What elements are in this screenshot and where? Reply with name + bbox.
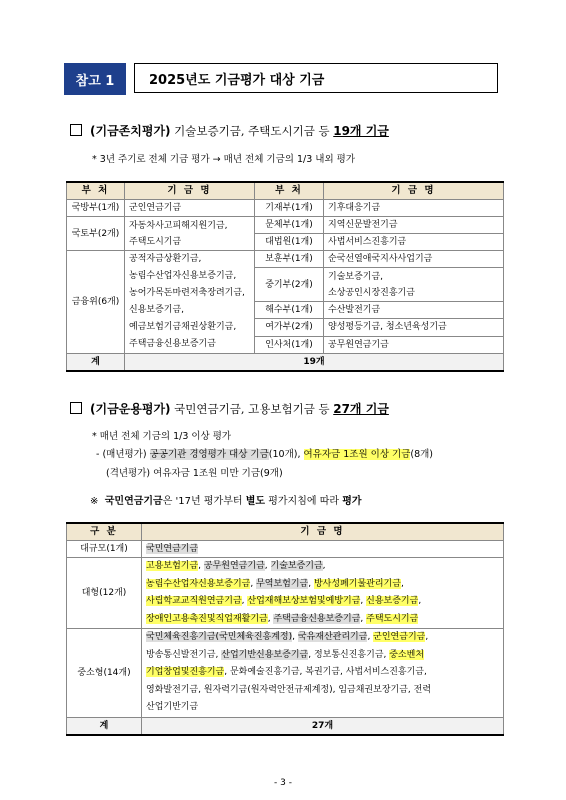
section-1-note: * 3년 주기로 전체 기금 평가 → 매년 전체 기금의 1/3 내외 평가 — [92, 154, 355, 165]
fund-line: 사립학교교직원연금기금, 산업재해보상보험및예방기금, 신용보증기금, — [146, 596, 422, 606]
ministry-cell: 여가부(2개) — [255, 319, 324, 336]
section-2-note: * 매년 전체 기금의 1/3 이상 평가 — [92, 431, 232, 442]
fund-cell: 군인연금기금 — [125, 200, 255, 217]
fund-cell: 국민연금기금 — [142, 541, 504, 558]
section-2-biennial-note: (격년평가) 여유자금 1조원 미만 기금(9개) — [106, 468, 283, 479]
total-label: 계 — [67, 717, 142, 735]
table-row — [67, 558, 504, 629]
total-value: 19개 — [125, 354, 504, 372]
fund-line: 농림수산업자신용보증기금, 무역보험기금, 방사성폐기물관리기금, — [146, 578, 404, 589]
table-1-header: 부 처 — [67, 182, 125, 200]
ministry-cell: 대법원(1개) — [255, 234, 324, 251]
fund-cell: 기후대응기금 — [324, 200, 504, 217]
section-1-heading: (기금존치평가) 기술보증기금, 주택도시기금 등 19개 기금 — [70, 122, 389, 139]
ministry-cell: 국방부(1개) — [67, 200, 125, 217]
table-1-header: 기 금 명 — [125, 182, 255, 200]
fund-cell: 공적자금상환기금, 농림수산업자신용보증기금, 농어가목돈마련저축장려기금, 신용보증기금, 예금보험기금채권상환기금, 주택금융신용보증기금 — [125, 251, 255, 354]
table-2-header: 구 분 — [67, 523, 142, 541]
ministry-cell: 해수부(1개) — [255, 301, 324, 318]
table-row — [67, 251, 504, 268]
table-2-header: 기 금 명 — [142, 523, 504, 541]
total-value: 27개 — [142, 717, 504, 735]
fund-cell — [142, 558, 504, 629]
fund-cell: 공무원연금기금 — [324, 336, 504, 353]
fund-line: 국민체육진흥기금(국민체육진흥계정), 국유재산관리기금, 군인연금기금, — [146, 632, 429, 642]
fund-cell: 순국선열애국지사사업기금 — [324, 251, 504, 268]
fund-cell: 자동차사고피해지원기금, 주택도시기금 — [125, 217, 255, 251]
fund-line: 기업창업및진흥기금, 문화예술진흥기금, 복권기금, 사법서비스진흥기금, — [146, 667, 427, 677]
table-1-header: 부 처 — [255, 182, 324, 200]
fund-line: 방송통신발전기금, 산업기반신용보증기금, 정보통신진흥기금, 중소벤처 — [146, 649, 425, 660]
ministry-cell: 국토부(2개) — [67, 217, 125, 251]
fund-cell: 기술보증기금, 소상공인시장진흥기금 — [324, 268, 504, 302]
table-row — [67, 217, 504, 234]
section-2-heading: (기금운용평가) 국민연금기금, 고용보험기금 등 27개 기금 — [70, 400, 389, 417]
ministry-cell: 인사처(1개) — [255, 336, 324, 353]
table-row — [67, 541, 504, 558]
page-number: - 3 - — [274, 778, 292, 788]
table-1 — [66, 181, 504, 372]
fund-cell: 수산발전기금 — [324, 301, 504, 318]
fund-line: 영화발전기금, 원자력기금(원자력안전규제계정), 임금채권보장기금, 전력 — [146, 684, 432, 695]
ministry-cell: 보훈부(1개) — [255, 251, 324, 268]
ministry-cell: 기재부(1개) — [255, 200, 324, 217]
checkbox-icon — [70, 402, 82, 414]
fund-line: 장애인고용촉진및직업재활기금, 주택금융신용보증기금, 주택도시기금 — [146, 613, 419, 624]
table-1-header: 기 금 명 — [324, 182, 504, 200]
total-label: 계 — [67, 354, 125, 372]
ministry-cell: 금융위(6개) — [67, 251, 125, 354]
table-total-row — [67, 354, 504, 372]
fund-cell: 사법서비스진흥기금 — [324, 234, 504, 251]
table-row — [67, 629, 504, 718]
section-2-annual-note: - (매년평가) 공공기관 경영평가 대상 기금(10개), 여유자금 1조원 이상 기금(8개) — [96, 449, 434, 460]
table-row — [67, 200, 504, 217]
section-2-reference: ※ 국민연금기금은 '17년 평가부터 별도 평가지침에 따라 평가 — [90, 496, 362, 507]
ministry-cell: 문체부(1개) — [255, 217, 324, 234]
fund-cell — [142, 629, 504, 718]
fund-line: 산업기반기금 — [146, 702, 199, 712]
reference-tag: 참고 1 — [64, 63, 126, 95]
page-title: 2025년도 기금평가 대상 기금 — [134, 63, 498, 93]
category-cell: 대형(12개) — [67, 558, 142, 629]
category-cell: 중소형(14개) — [67, 629, 142, 718]
ministry-cell: 중기부(2개) — [255, 268, 324, 302]
fund-cell: 양성평등기금, 청소년육성기금 — [324, 319, 504, 336]
checkbox-icon — [70, 124, 82, 136]
category-cell: 대규모(1개) — [67, 541, 142, 558]
table-total-row — [67, 717, 504, 735]
table-2 — [66, 522, 504, 736]
fund-cell: 지역신문발전기금 — [324, 217, 504, 234]
fund-line: 고용보험기금, 공무원연금기금, 기술보증기금, — [146, 561, 326, 571]
